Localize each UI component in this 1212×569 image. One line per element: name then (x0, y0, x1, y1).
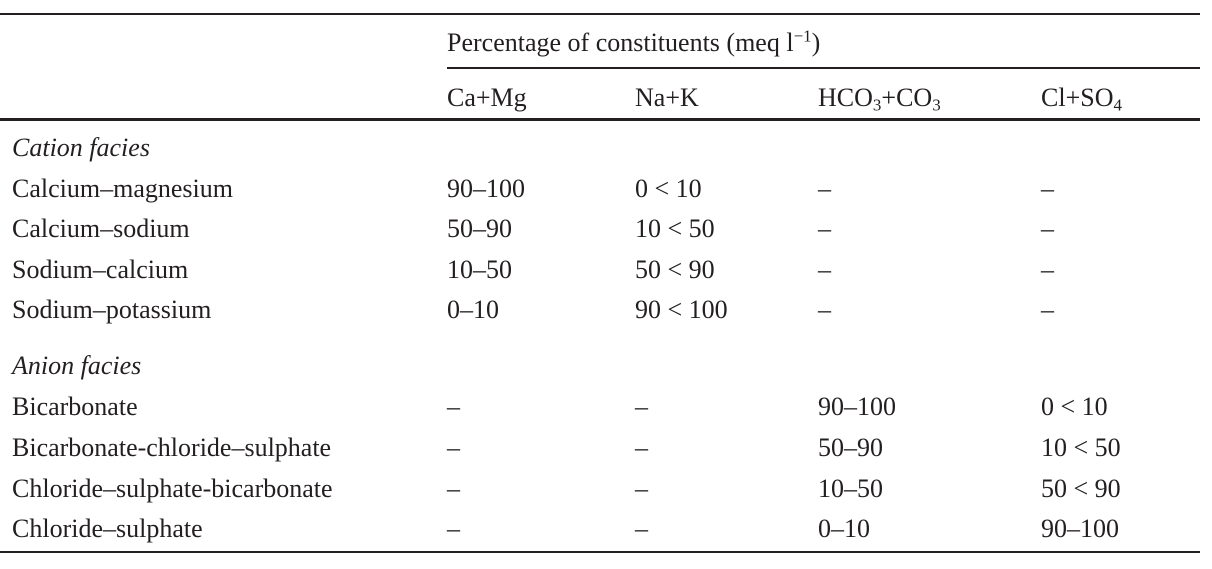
table-cell: – (818, 214, 831, 243)
spanner-header-close: ) (811, 28, 821, 57)
row-label: Bicarbonate-chloride–sulphate (12, 433, 332, 462)
table-top-rule (0, 13, 1200, 15)
table-cell: 0 < 10 (635, 174, 702, 203)
row-label: Sodium–calcium (12, 255, 189, 284)
table-cell: – (447, 514, 460, 543)
table-cell: – (447, 433, 460, 462)
table-cell: 90 < 100 (635, 295, 728, 324)
table-cell: – (1041, 255, 1054, 284)
table-cell: 90–100 (447, 174, 525, 203)
table-cell: 50 < 90 (635, 255, 715, 284)
row-label: Chloride–sulphate-bicarbonate (12, 474, 333, 503)
table-cell: – (635, 474, 648, 503)
spanner-underline (447, 67, 1200, 69)
table-cell: 50–90 (818, 433, 883, 462)
co3-text: +CO (881, 83, 933, 112)
table-cell: 0–10 (447, 295, 499, 324)
table-cell: – (818, 255, 831, 284)
table-cell: – (635, 514, 648, 543)
table-cell: – (635, 392, 648, 421)
co3-subscript: 3 (932, 95, 941, 115)
clso-text: Cl+SO (1041, 83, 1114, 112)
table-cell: – (447, 474, 460, 503)
table-cell: – (1041, 295, 1054, 324)
table-cell: 10 < 50 (1041, 433, 1121, 462)
column-header-hco3-co3 (818, 83, 941, 113)
section-title-anion-facies: Anion facies (12, 351, 142, 380)
table-cell: 10–50 (818, 474, 883, 503)
row-label: Chloride–sulphate (12, 514, 203, 543)
table-bottom-rule (0, 551, 1200, 553)
table-cell: 0–10 (818, 514, 870, 543)
section-title-cation-facies: Cation facies (12, 133, 150, 162)
table-cell: 90–100 (1041, 514, 1119, 543)
header-bottom-rule (0, 118, 1200, 121)
table-cell: 50–90 (447, 214, 512, 243)
table-cell: 90–100 (818, 392, 896, 421)
hco3-subscript: 3 (872, 95, 882, 115)
table-cell: – (818, 174, 831, 203)
column-header-cl-so4 (1041, 83, 1122, 113)
table-cell: – (1041, 214, 1054, 243)
table-cell: – (1041, 174, 1054, 203)
row-label: Sodium–potassium (12, 295, 212, 324)
table-cell: 0 < 10 (1041, 392, 1108, 421)
table-cell: – (447, 392, 460, 421)
table-cell: – (635, 433, 648, 462)
table-cell: 10–50 (447, 255, 512, 284)
hco3-text: HCO (818, 83, 873, 112)
table-cell: 10 < 50 (635, 214, 715, 243)
so4-subscript: 4 (1113, 95, 1122, 115)
row-label: Calcium–sodium (12, 214, 190, 243)
spanner-header-exponent: −1 (793, 26, 812, 46)
spanner-header-text: Percentage of constituents (meq l (447, 28, 794, 57)
table-cell: – (818, 295, 831, 324)
column-header-ca-mg: Ca+Mg (447, 83, 527, 112)
row-label: Calcium–magnesium (12, 174, 233, 203)
spanner-header (447, 28, 820, 58)
table-cell: 50 < 90 (1041, 474, 1121, 503)
column-header-na-k: Na+K (635, 83, 699, 112)
row-label: Bicarbonate (12, 392, 138, 421)
